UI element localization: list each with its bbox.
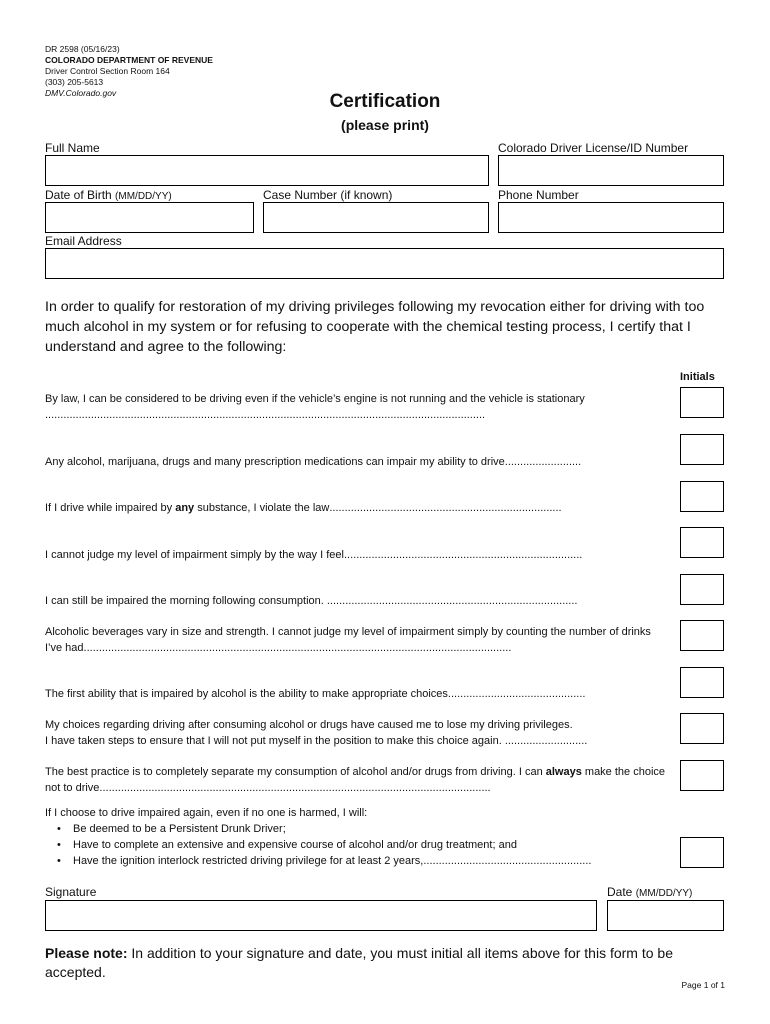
signature-field[interactable] [45, 900, 597, 931]
statement-3: If I drive while impaired by any substance, I violate the law............................................................................ [45, 502, 562, 514]
statement-10 [45, 805, 670, 869]
statement-2-text: Any alcohol, marijuana, drugs and many prescription medications can impair my ability to drive [45, 456, 505, 468]
statement-9-emphasis: always [545, 766, 582, 778]
initials-box-10[interactable] [680, 837, 724, 868]
dob-field[interactable] [45, 202, 254, 233]
statement-10-intro: If I choose to drive impaired again, even if no one is harmed, I will: [45, 807, 368, 819]
statement-3-post: substance, I violate the law [194, 502, 330, 514]
statement-9-post: make the choice not to drive [45, 766, 665, 794]
statement-8-line-2: I have taken steps to ensure that I will not put myself in the position to make this choice again. [45, 735, 505, 747]
dob-format: (MM/DD/YY) [115, 191, 172, 202]
statement-4: I cannot judge my level of impairment simply by the way I feel.............................................................................. [45, 549, 583, 561]
date-field[interactable] [607, 900, 724, 931]
department-name: COLORADO DEPARTMENT OF REVENUE [45, 55, 213, 65]
statement-9-pre: The best practice is to completely separate my consumption of alcohol and/or drugs from driving. I can [45, 766, 546, 778]
department-website: DMV.Colorado.gov [45, 88, 117, 98]
statement-8: My choices regarding driving after consuming alcohol or drugs have caused me to lose my driving privileges. I have taken steps to ensure that I will not put myself in the position to make this choice again. ........................... [45, 717, 670, 749]
email-label: Email Address [45, 234, 122, 248]
case-number-field[interactable] [263, 202, 489, 233]
case-number-label: Case Number (if known) [263, 188, 393, 202]
statement-3-pre: If I drive while impaired by [45, 502, 176, 514]
full-name-field[interactable] [45, 155, 489, 186]
statement-4-text: I cannot judge my level of impairment simply by the way I feel. [45, 549, 348, 561]
statement-10-bullet-2: • Have to complete an extensive and expensive course of alcohol and/or drug treatment; and [45, 837, 670, 853]
initials-box-7[interactable] [680, 667, 724, 698]
intro-paragraph: In order to qualify for restoration of my driving privileges following my revocation either for driving with too much alcohol in my system or for refusing to cooperate with the chemical testing process, I certify that I understand and agree to the following: [45, 299, 705, 355]
dob-label-text: Date of Birth [45, 188, 112, 202]
statement-5-text: I can still be impaired the morning following consumption. [45, 595, 327, 607]
initials-box-4[interactable] [680, 527, 724, 558]
page-number: Page 1 of 1 [681, 980, 725, 990]
statement-1-text: By law, I can be considered to be driving even if the vehicle’s engine is not running and the vehicle is stationary [45, 393, 585, 405]
department-phone: (303) 205-5613 [45, 77, 104, 87]
license-number-label: Colorado Driver License/ID Number [498, 141, 689, 155]
initials-header: Initials [680, 371, 715, 383]
initials-box-6[interactable] [680, 620, 724, 651]
statement-6: Alcoholic beverages vary in size and strength. I cannot judge my level of impairment simply by counting the number of drinks I’ve had............................................................................................................................................ [45, 626, 651, 654]
form-title: Certification [329, 91, 441, 112]
statement-8-line-1: My choices regarding driving after consuming alcohol or drugs have caused me to lose my driving privileges. [45, 719, 573, 731]
statement-7-text: The first ability that is impaired by alcohol is the ability to make appropriate choices. [45, 688, 451, 700]
statement-9: The best practice is to completely separate my consumption of alcohol and/or drugs from driving. I can always make the choice not to drive................................................................................................................................ [45, 766, 665, 794]
statement-3-emphasis: any [175, 502, 195, 514]
section-name: Driver Control Section Room 164 [45, 66, 170, 76]
note-text: In addition to your signature and date, you must initial all items above for this form to be accepted. [45, 945, 673, 980]
initials-box-2[interactable] [680, 434, 724, 465]
phone-number-field[interactable] [498, 202, 724, 233]
note-label: Please note: [45, 945, 128, 961]
initials-box-1[interactable] [680, 387, 724, 418]
form-number: DR 2598 (05/16/23) [45, 44, 120, 54]
signature-label: Signature [45, 885, 97, 899]
date-format: (MM/DD/YY) [635, 888, 693, 899]
full-name-label: Full Name [45, 141, 100, 155]
statement-10-bullet-3: • Have the ignition interlock restricted driving privilege for at least 2 years,....................................................... [45, 853, 670, 869]
statement-7: The first ability that is impaired by alcohol is the ability to make appropriate choices............................................. [45, 688, 586, 700]
statement-2: Any alcohol, marijuana, drugs and many prescription medications can impair my ability to drive......................... [45, 456, 582, 468]
statement-6-text: Alcoholic beverages vary in size and strength. I cannot judge my level of impairment simply by counting the number of drinks I’ve had. [45, 626, 651, 654]
date-label-text: Date [607, 885, 633, 899]
statement-10-bullet-1: • Be deemed to be a Persistent Drunk Driver; [45, 821, 670, 837]
initials-box-3[interactable] [680, 481, 724, 512]
phone-number-label: Phone Number [498, 188, 579, 202]
statement-5: I can still be impaired the morning following consumption. .................................................................................. [45, 595, 578, 607]
initials-box-5[interactable] [680, 574, 724, 605]
please-note [45, 944, 725, 982]
email-field[interactable] [45, 248, 724, 279]
license-number-field[interactable] [498, 155, 724, 186]
form-subtitle: (please print) [341, 117, 429, 133]
dob-label [45, 188, 172, 202]
initials-box-8[interactable] [680, 713, 724, 744]
initials-box-9[interactable] [680, 760, 724, 791]
statement-10-bullet-3-text: Have the ignition interlock restricted driving privilege for at least 2 years, [73, 855, 424, 867]
date-label [607, 885, 692, 899]
statement-1: By law, I can be considered to be driving even if the vehicle’s engine is not running and the vehicle is stationary................................................................................................................................................ [45, 393, 585, 421]
